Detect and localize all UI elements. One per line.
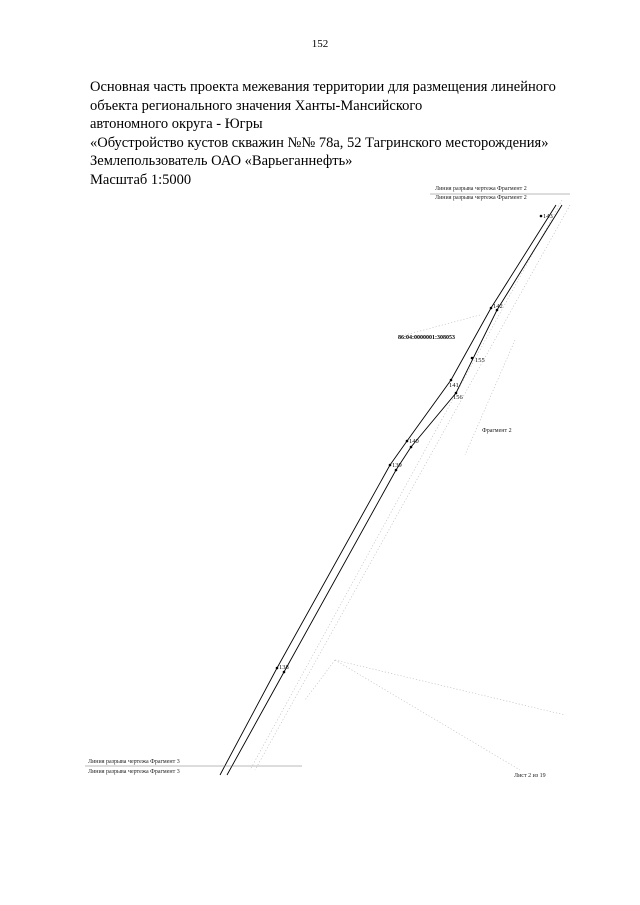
break-line-label-top-2: Линия разрыва чертежа Фрагмент 2 [435,195,527,201]
boundary-left [220,205,556,775]
boundary-right [227,205,562,775]
point-marker [283,671,286,674]
point-label-140: 140 [409,438,419,445]
break-lines [85,194,570,766]
break-line-label-top-1: Линия разрыва чертежа Фрагмент 2 [435,186,527,192]
point-label-139: 139 [392,462,402,469]
guide-line [335,660,565,715]
break-line-label-bottom-1: Линия разрыва чертежа Фрагмент 3 [88,759,180,765]
guide-line [405,315,480,335]
guide-line [255,205,570,770]
guide-line [305,660,335,700]
point-label-141: 141 [449,382,459,389]
title-line-4: «Обустройство кустов скважин №№ 78а, 52 Тагринского месторождения» [90,134,549,151]
point-label-138: 138 [279,664,289,671]
point-marker [540,215,543,218]
point-label-143: 143 [543,213,553,220]
point-label-155: 155 [475,357,485,364]
point-marker [395,469,398,472]
guide-line [250,200,562,770]
title-line-6: Масштаб 1:5000 [90,171,192,188]
point-marker [406,440,409,443]
boundary-lines [220,205,562,775]
guide-line [335,660,520,770]
point-marker [450,379,453,382]
point-label-142: 142 [493,303,503,310]
sheet-label: Лист 2 из 19 [514,773,546,779]
point-marker [276,667,279,670]
point-marker [471,357,474,360]
title-line-5: Землепользователь ОАО «Варьеганнефть» [90,153,353,169]
fragment-label: Фрагмент 2 [482,428,512,434]
point-marker [410,446,413,449]
cadastral-number-label: 86:04:0000001:308053 [398,335,455,341]
guide-lines [250,200,570,770]
title-line-2: объекта регионального значения Ханты-Мансийского [90,97,423,114]
title-line-3: автономного округа - Югры [90,116,263,132]
title-line-1: Основная часть проекта межевания территории для размещения линейного [90,79,556,95]
point-marker [490,307,493,310]
page-number: 152 [311,38,329,50]
point-label-156: 156 [453,394,463,401]
point-marker [389,464,392,467]
break-line-label-bottom-2: Линия разрыва чертежа Фрагмент 3 [88,769,180,775]
